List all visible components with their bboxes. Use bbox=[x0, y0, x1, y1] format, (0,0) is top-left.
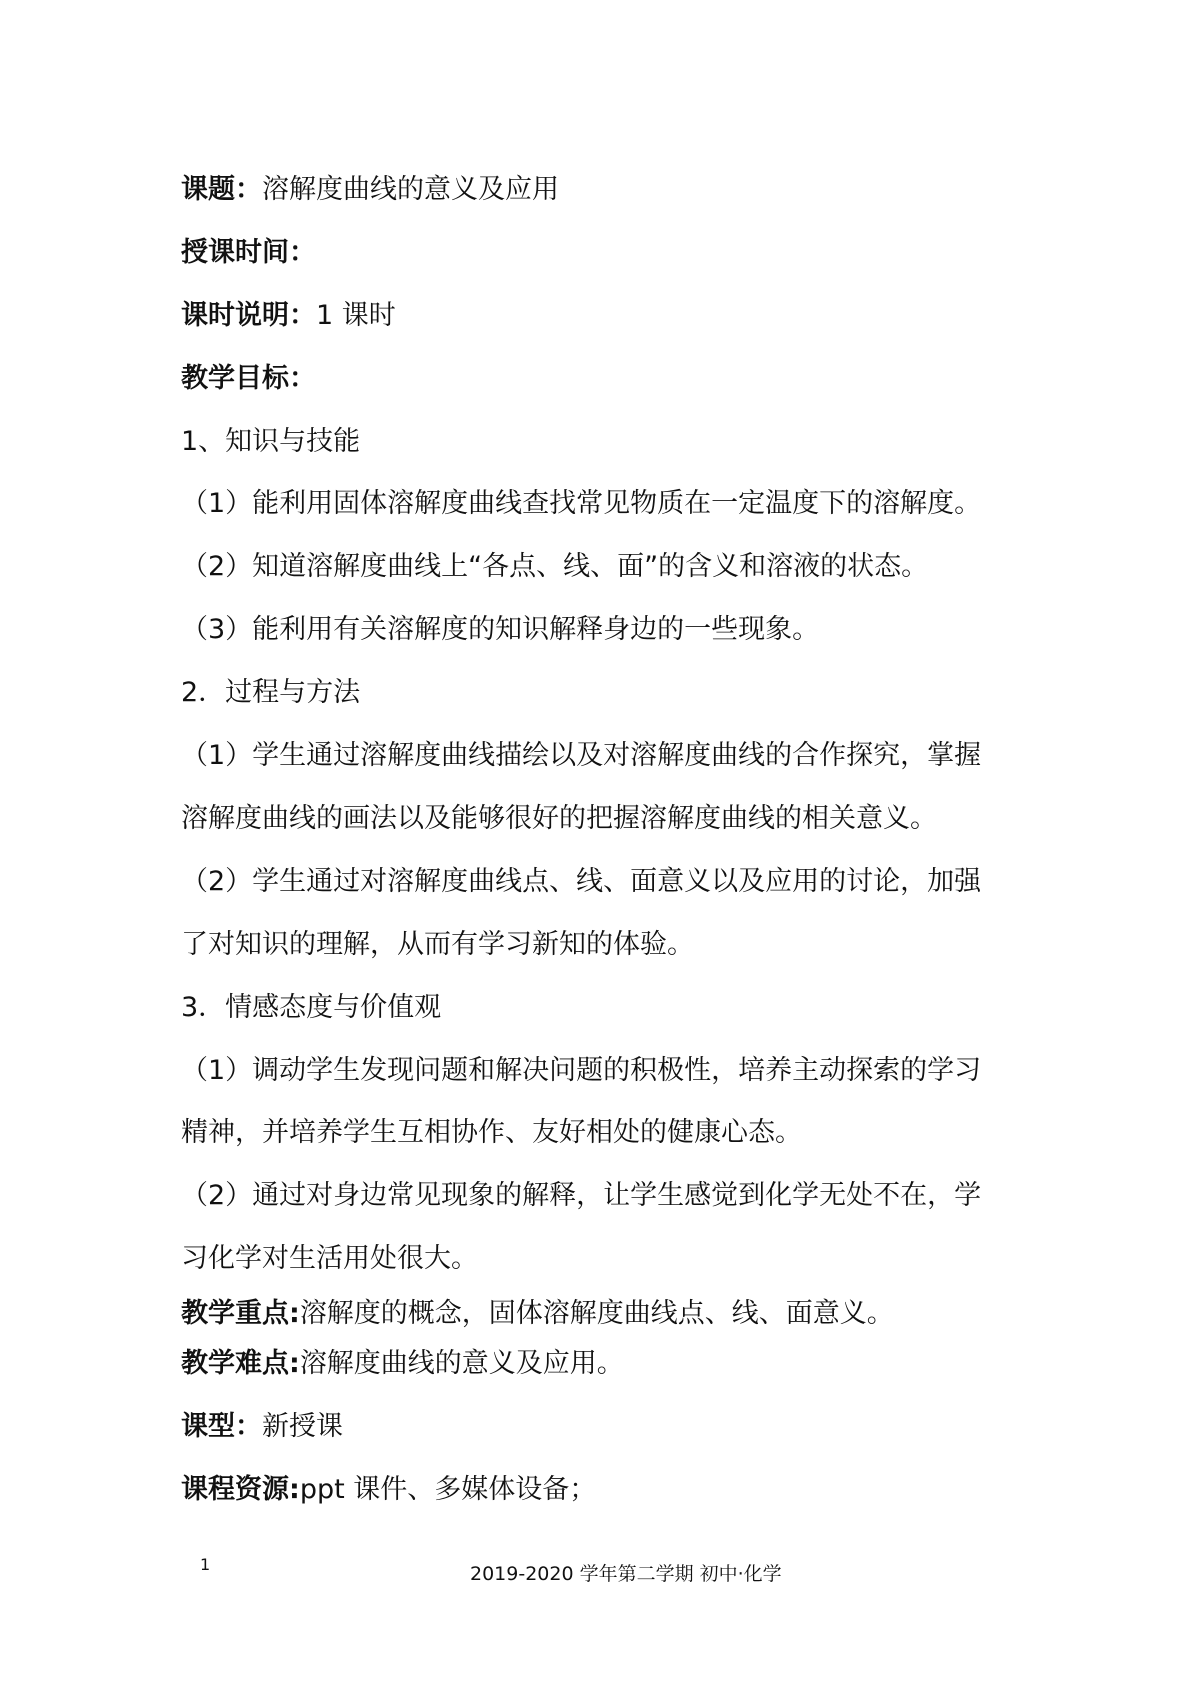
emotion-item-2-line-2: 习化学对生活用处很大。 bbox=[181, 1243, 478, 1274]
knowledge-item-2: （2）知道溶解度曲线上“各点、线、面”的含义和溶液的状态。 bbox=[181, 551, 929, 582]
class-hours-label: 课时说明： bbox=[181, 300, 316, 331]
key-points-line bbox=[181, 1294, 894, 1334]
emotion-item-1-line-1: （1）调动学生发现问题和解决问题的积极性，培养主动探索的学习 bbox=[181, 1055, 982, 1086]
process-heading: 2．过程与方法 bbox=[181, 677, 361, 708]
knowledge-item-1: （1）能利用固体溶解度曲线查找常见物质在一定温度下的溶解度。 bbox=[181, 488, 982, 519]
class-hours-line bbox=[181, 296, 396, 336]
lesson-type-label: 课型： bbox=[181, 1411, 262, 1442]
topic-value: 溶解度曲线的意义及应用 bbox=[262, 174, 559, 205]
resources-value: ppt 课件、多媒体设备； bbox=[299, 1474, 597, 1505]
process-item-1-line-2: 溶解度曲线的画法以及能够很好的把握溶解度曲线的相关意义。 bbox=[181, 803, 937, 834]
resources-line bbox=[181, 1470, 596, 1510]
page-number: 1 bbox=[200, 1555, 211, 1574]
resources-label: 课程资源: bbox=[181, 1474, 300, 1505]
difficulty-label: 教学难点: bbox=[181, 1348, 300, 1379]
class-hours-value: 1 课时 bbox=[316, 300, 396, 331]
difficulty-line bbox=[181, 1344, 624, 1384]
process-item-1-line-1: （1）学生通过溶解度曲线描绘以及对溶解度曲线的合作探究，掌握 bbox=[181, 740, 982, 771]
emotion-heading: 3．情感态度与价值观 bbox=[181, 992, 442, 1023]
process-item-2-line-1: （2）学生通过对溶解度曲线点、线、面意义以及应用的讨论，加强 bbox=[181, 866, 982, 897]
teaching-time-label: 授课时间： bbox=[181, 237, 316, 268]
knowledge-heading: 1、知识与技能 bbox=[181, 426, 361, 457]
topic-line bbox=[181, 170, 559, 210]
key-points-label: 教学重点: bbox=[181, 1298, 300, 1329]
key-points-value: 溶解度的概念，固体溶解度曲线点、线、面意义。 bbox=[299, 1298, 894, 1329]
teaching-time-line bbox=[181, 233, 316, 273]
emotion-item-1-line-2: 精神，并培养学生互相协作、友好相处的健康心态。 bbox=[181, 1117, 802, 1148]
emotion-item-2-line-1: （2）通过对身边常见现象的解释，让学生感觉到化学无处不在，学 bbox=[181, 1180, 982, 1211]
difficulty-value: 溶解度曲线的意义及应用。 bbox=[299, 1348, 624, 1379]
footer-text: 2019-2020 学年第二学期 初中·化学 bbox=[470, 1563, 782, 1585]
knowledge-item-3: （3）能利用有关溶解度的知识解释身边的一些现象。 bbox=[181, 614, 820, 645]
lesson-type-value: 新授课 bbox=[262, 1411, 343, 1442]
process-item-2-line-2: 了对知识的理解，从而有学习新知的体验。 bbox=[181, 929, 694, 960]
teaching-goals-label: 教学目标： bbox=[181, 363, 316, 394]
lesson-type-line bbox=[181, 1407, 343, 1447]
teaching-goals-line bbox=[181, 359, 316, 399]
topic-label: 课题： bbox=[181, 174, 262, 205]
